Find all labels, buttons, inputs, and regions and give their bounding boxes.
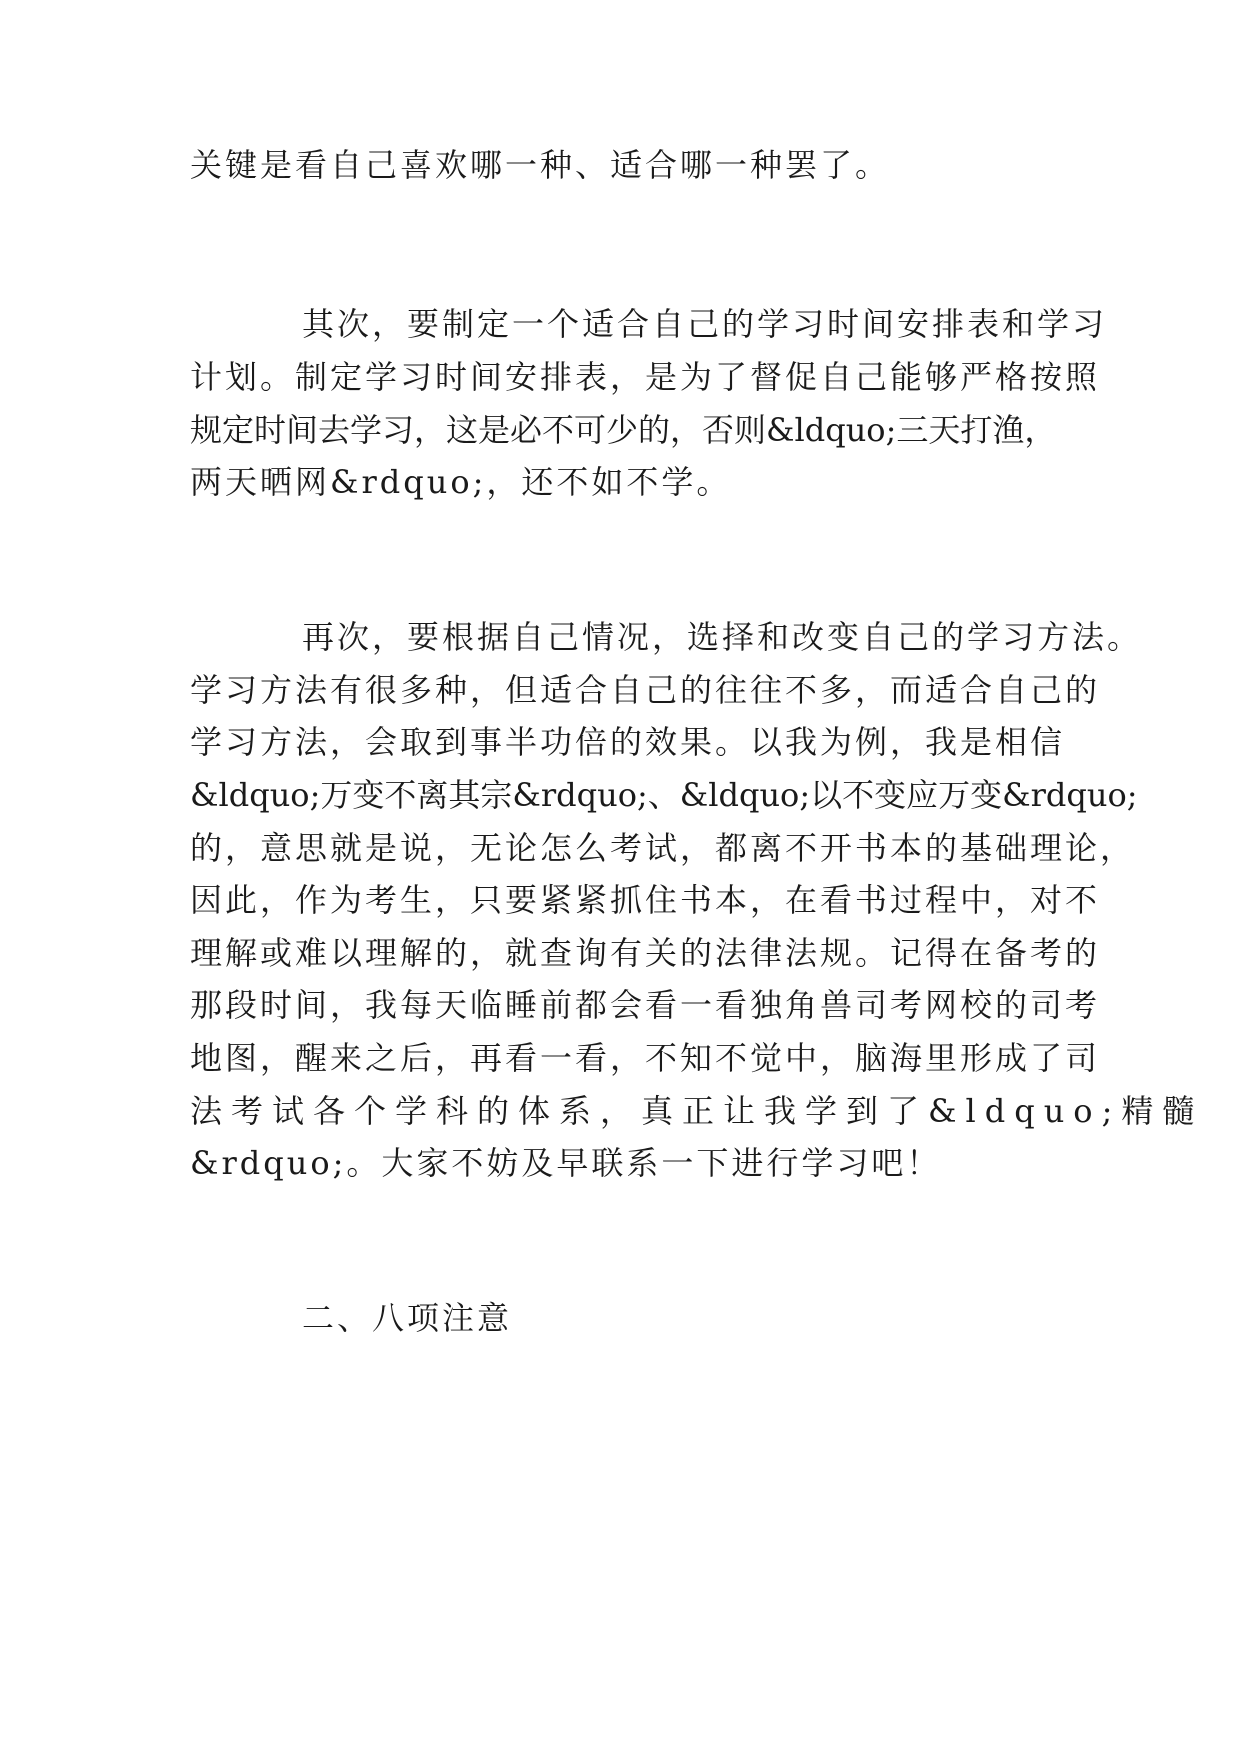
paragraph-3-line-1: 再次，要根据自己情况，选择和改变自己的学习方法。 xyxy=(302,618,1143,656)
paragraph-3-line-6: 因此，作为考生，只要紧紧抓住书本，在看书过程中，对不 xyxy=(190,881,1101,919)
paragraph-3-line-3: 学习方法，会取到事半功倍的效果。以我为例，我是相信 xyxy=(190,723,1066,761)
paragraph-2-line-3: 规定时间去学习，这是必不可少的，否则&ldquo;三天打渔， xyxy=(190,411,1057,449)
paragraph-2-line-2: 计划。制定学习时间安排表，是为了督促自己能够严格按照 xyxy=(190,358,1101,396)
paragraph-3-line-11: &rdquo;。大家不妨及早联系一下进行学习吧！ xyxy=(190,1144,942,1182)
paragraph-3-line-2: 学习方法有很多种，但适合自己的往往不多，而适合自己的 xyxy=(190,671,1101,709)
paragraph-3-line-10: 法考试各个学科的体系，真正让我学到了&ldquo;精髓 xyxy=(190,1092,1204,1130)
paragraph-3-line-9: 地图，醒来之后，再看一看，不知不觉中，脑海里形成了司 xyxy=(190,1039,1101,1077)
paragraph-1-line-1: 关键是看自己喜欢哪一种、适合哪一种罢了。 xyxy=(190,146,891,184)
paragraph-3-line-7: 理解或难以理解的，就查询有关的法律法规。记得在备考的 xyxy=(190,934,1101,972)
paragraph-3-line-4: &ldquo;万变不离其宗&rdquo;、&ldquo;以不变应万变&rdquo; xyxy=(190,776,1138,814)
paragraph-2-line-1: 其次，要制定一个适合自己的学习时间安排表和学习 xyxy=(302,305,1108,343)
paragraph-2-line-4: 两天晒网&rdquo;，还不如不学。 xyxy=(190,463,732,501)
paragraph-3-line-5: 的，意思就是说，无论怎么考试，都离不开书本的基础理论， xyxy=(190,829,1136,867)
section-heading: 二、八项注意 xyxy=(302,1299,513,1337)
paragraph-3-line-8: 那段时间，我每天临睡前都会看一看独角兽司考网校的司考 xyxy=(190,986,1101,1024)
